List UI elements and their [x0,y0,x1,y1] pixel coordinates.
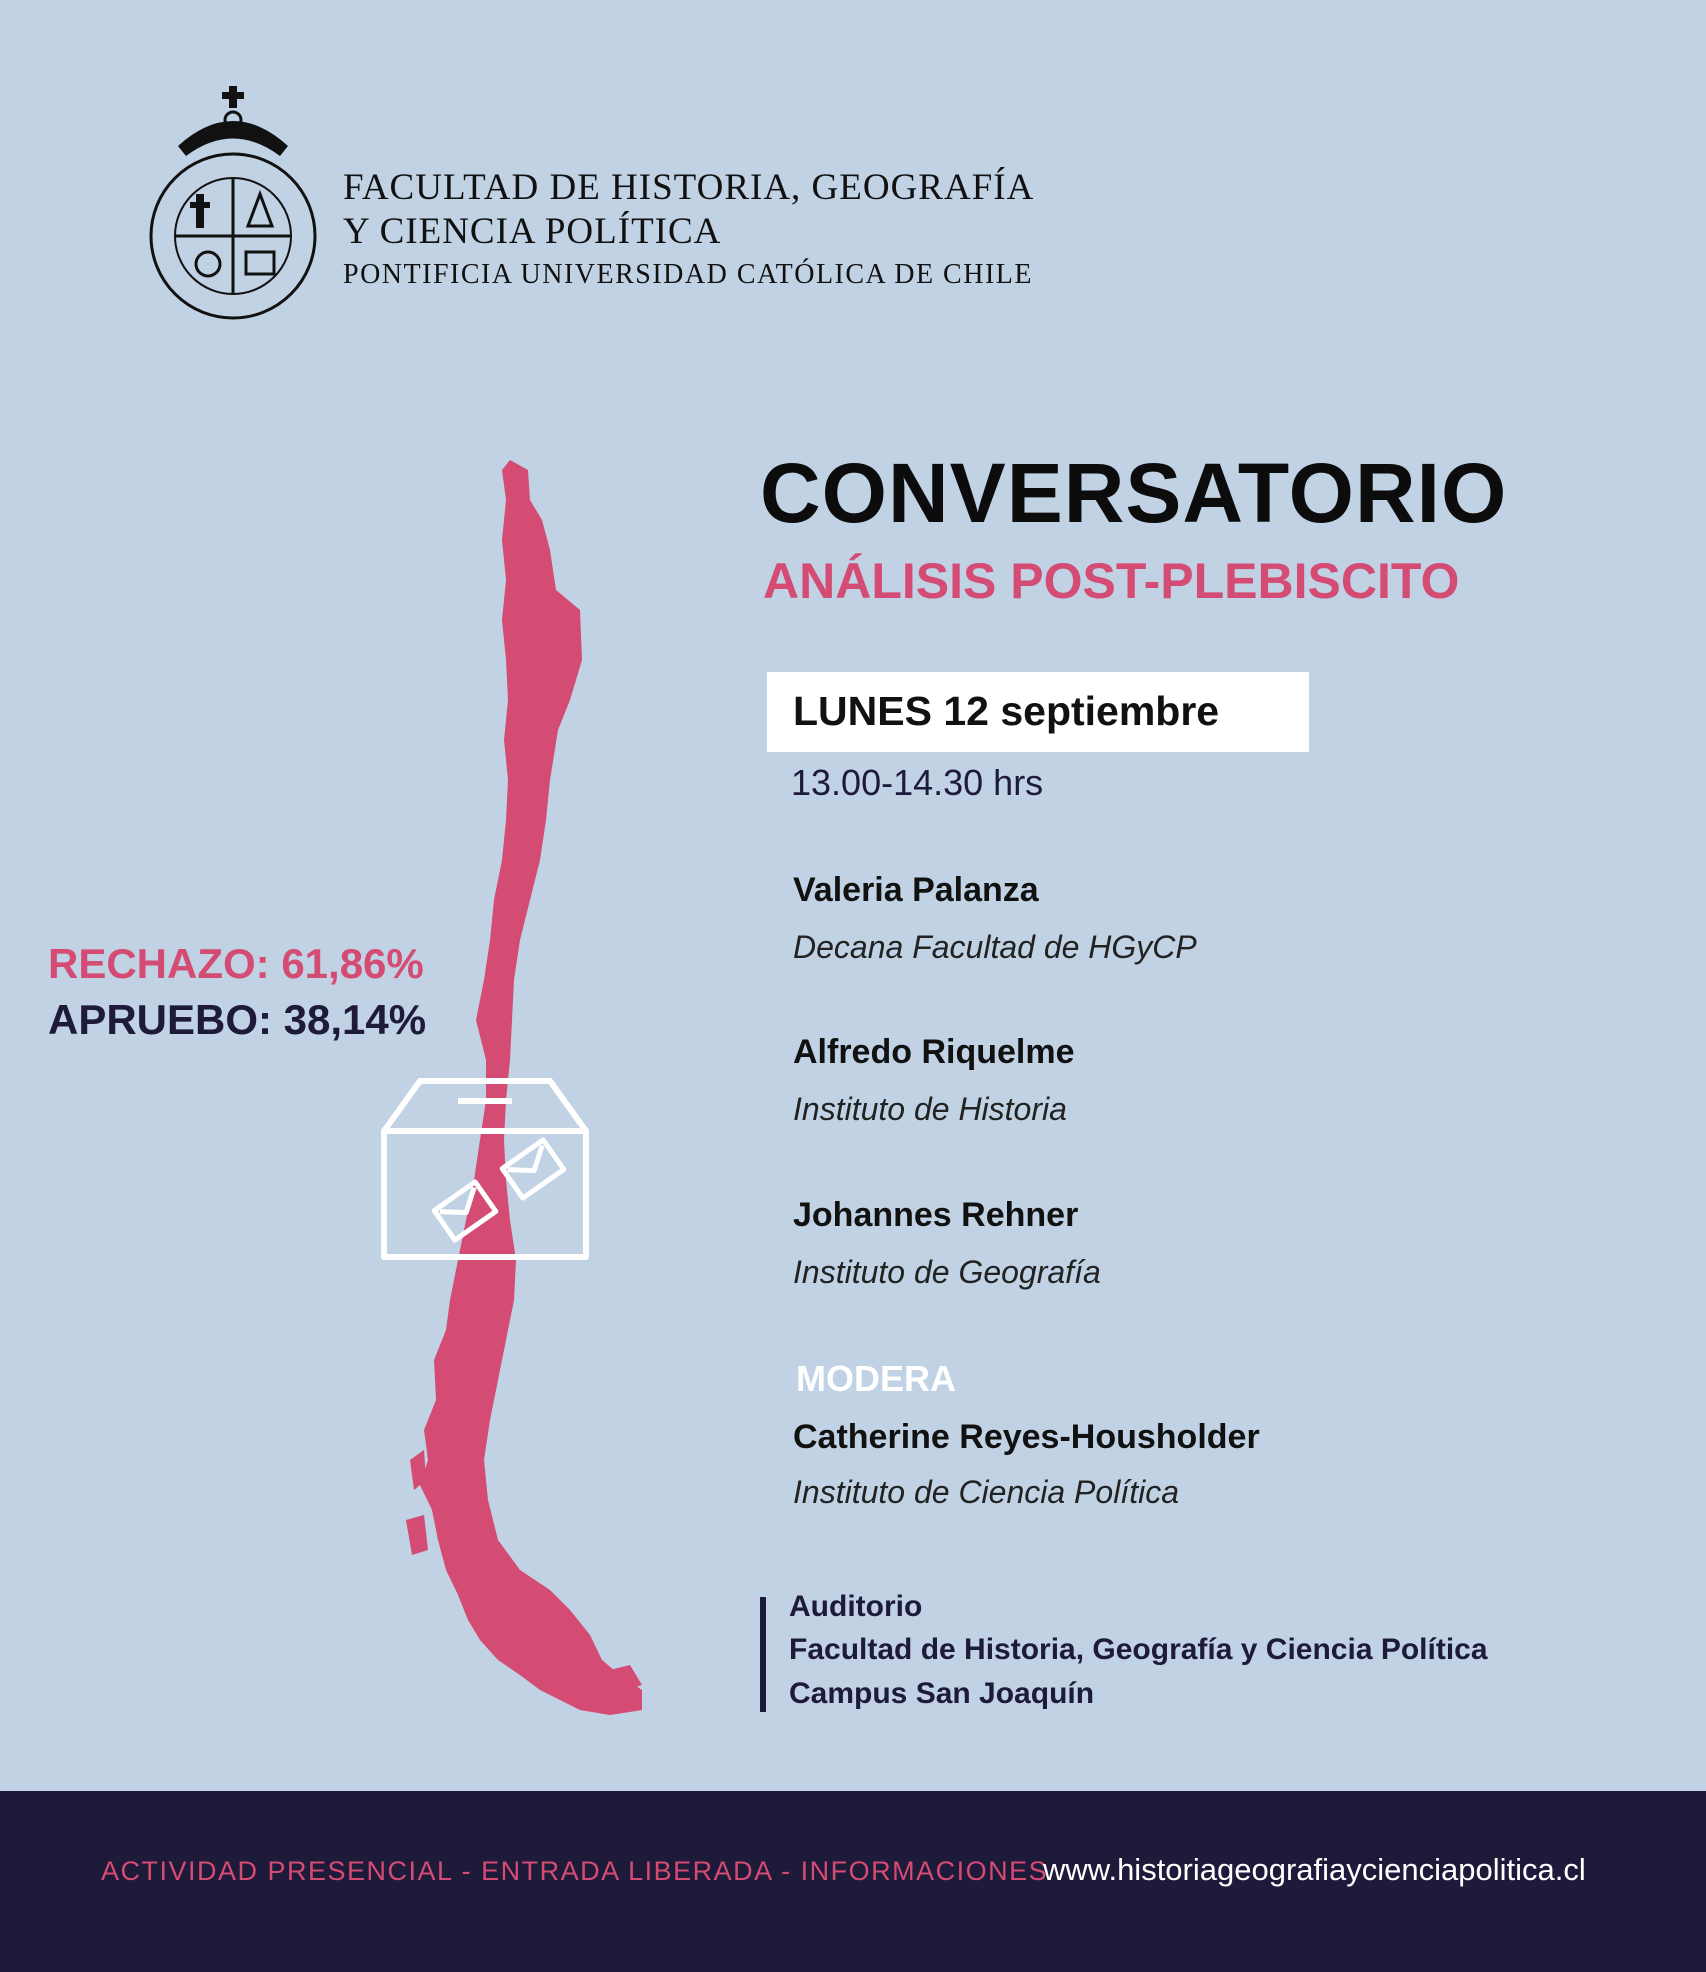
envelope-icon [434,1140,564,1240]
footer-info: ACTIVIDAD PRESENCIAL - ENTRADA LIBERADA - INFORMACIONES [101,1856,1049,1886]
venue-line-3: Campus San Joaquín [789,1677,1095,1710]
apruebo-result: APRUEBO: 38,14% [48,996,427,1043]
speaker-name: Valeria Palanza [793,871,1039,909]
faculty-line-1: FACULTAD DE HISTORIA, GEOGRAFÍA [343,167,1035,208]
ballot-box-icon [380,1075,590,1260]
university-seal-icon [148,86,318,322]
speaker-name: Johannes Rehner [793,1196,1079,1234]
speaker-role: Instituto de Geografía [793,1254,1101,1290]
moderator-label: MODERA [796,1358,956,1399]
faculty-line-2: Y CIENCIA POLÍTICA [343,211,722,252]
moderator-name: Catherine Reyes-Housholder [793,1418,1260,1456]
event-time: 13.00-14.30 hrs [791,762,1044,803]
faculty-name [343,166,1034,254]
speaker-role: Decana Facultad de HGyCP [793,929,1197,965]
event-subtitle: ANÁLISIS POST-PLEBISCITO [763,553,1460,609]
rechazo-result: RECHAZO: 61,86% [48,940,424,987]
moderator-role: Instituto de Ciencia Política [793,1474,1179,1510]
event-date: LUNES 12 septiembre [793,688,1220,734]
footer-website-link[interactable]: www.historiageografiaycienciapolitica.cl [1043,1852,1586,1887]
speaker-role: Instituto de Historia [793,1091,1067,1127]
venue-divider [760,1597,766,1712]
university-name: PONTIFICIA UNIVERSIDAD CATÓLICA DE CHILE [343,259,1033,290]
venue-line-1: Auditorio [789,1590,923,1623]
speaker-name: Alfredo Riquelme [793,1033,1075,1071]
event-title: CONVERSATORIO [760,446,1508,540]
venue-line-2: Facultad de Historia, Geografía y Ciencia Política [789,1633,1488,1666]
